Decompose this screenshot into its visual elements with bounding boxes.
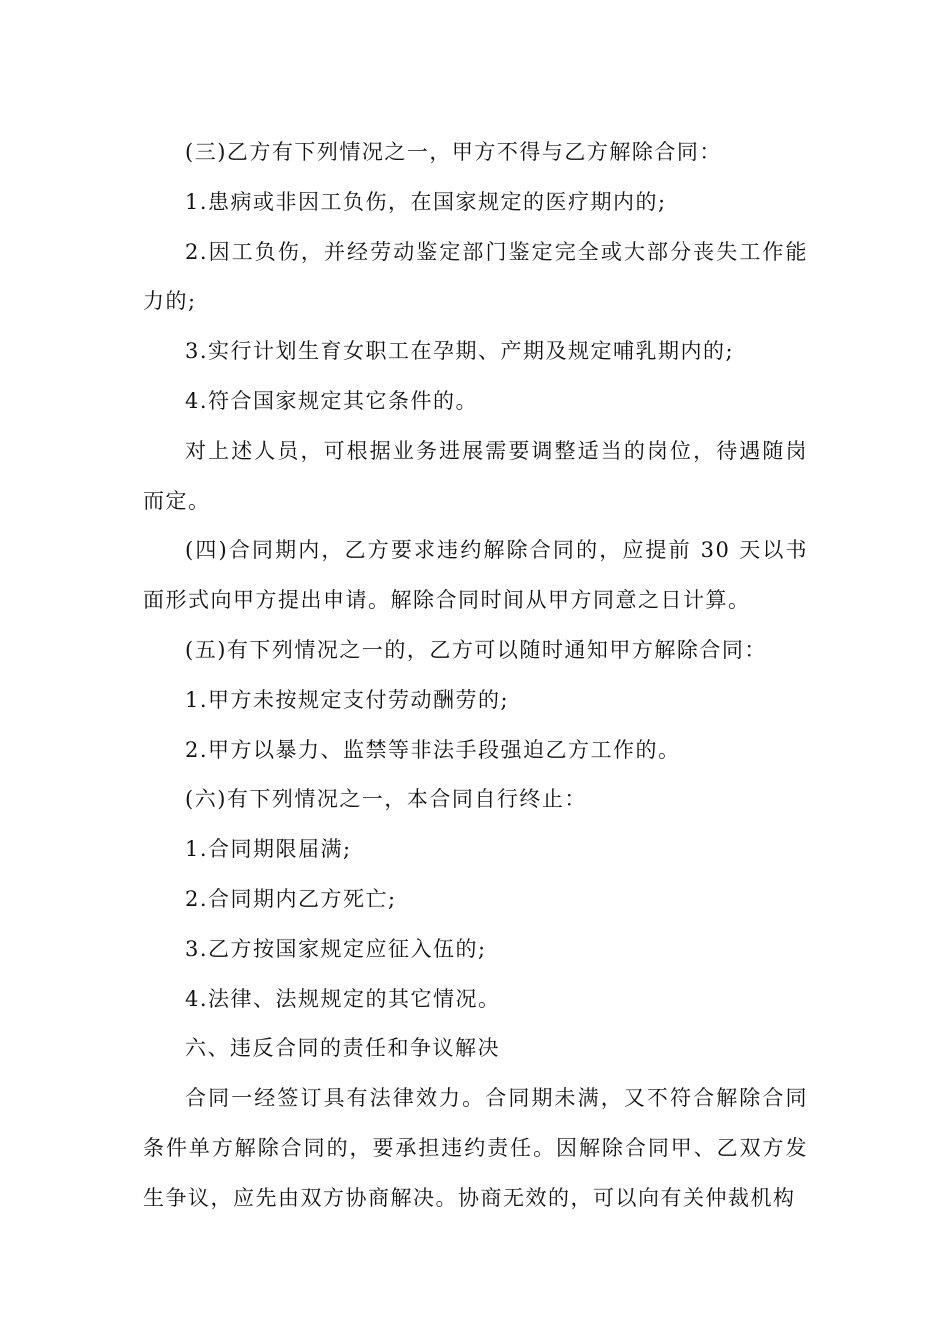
paragraph-clause-6-item-2: 2.合同期内乙方死亡; [185, 886, 397, 911]
paragraph-clause-6-heading: (六)有下列情况之一，本合同自行终止： [185, 787, 587, 812]
document-body [143, 128, 808, 1224]
paragraph-clause-3-item-4: 4.符合国家规定其它条件的。 [185, 388, 479, 413]
paragraph-clause-6-item-4: 4.法律、法规规定的其它情况。 [185, 986, 501, 1011]
section-heading-breach-and-disputes: 六、违反合同的责任和争议解决 [185, 1036, 500, 1061]
paragraph-breach-liability: 合同一经签订具有法律效力。合同期未满，又不符合解除合同条件单方解除合同的，要承担违约责任。因解除合同甲、乙双方发生争议，应先由双方协商解决。协商无效的，可以向有关仲裁机构 [143, 1086, 808, 1210]
paragraph-clause-3-heading: (三)乙方有下列情况之一，甲方不得与乙方解除合同： [185, 140, 722, 164]
paragraph-clause-3-item-2: 2.因工负伤，并经劳动鉴定部门鉴定完全或大部分丧失工作能力的; [143, 239, 808, 314]
paragraph-clause-6-item-3: 3.乙方按国家规定应征入伍的; [185, 936, 487, 961]
paragraph-clause-3-item-3: 3.实行计划生育女职工在孕期、产期及规定哺乳期内的; [185, 339, 735, 364]
paragraph-clause-4: (四)合同期内，乙方要求违约解除合同的，应提前 30 天以书面形式向甲方提出申请。解除合同时间从甲方同意之日计算。 [143, 538, 808, 613]
paragraph-clause-3-item-1: 1.患病或非因工负伤，在国家规定的医疗期内的; [185, 189, 667, 214]
paragraph-clause-5-item-1: 1.甲方未按规定支付劳动酬劳的; [185, 687, 510, 712]
paragraph-clause-5-item-2: 2.甲方以暴力、监禁等非法手段强迫乙方工作的。 [185, 737, 681, 762]
paragraph-clause-3-note: 对上述人员，可根据业务进展需要调整适当的岗位，待遇随岗而定。 [143, 438, 808, 513]
paragraph-clause-6-item-1: 1.合同期限届满; [185, 837, 352, 862]
paragraph-clause-5-heading: (五)有下列情况之一的，乙方可以随时通知甲方解除合同： [185, 637, 767, 662]
